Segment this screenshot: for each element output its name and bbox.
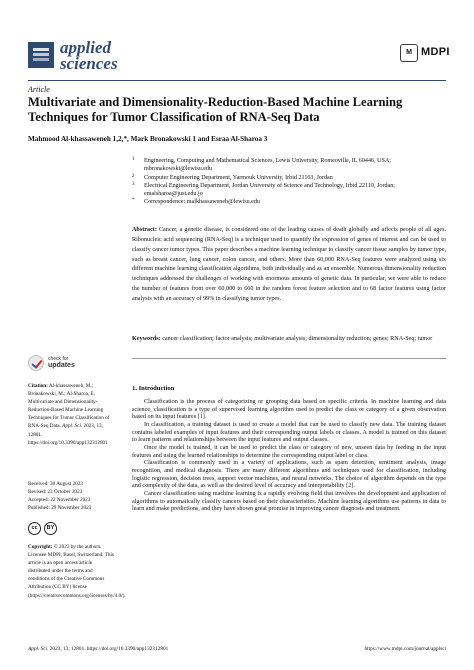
- revised-date: Revised: 23 October 2023: [28, 489, 83, 496]
- author-list: Mahmood Al-khassaweneh 1,2,*, Mark Bronakowski 1 and Esraa Al-Sharoa 3: [28, 135, 268, 143]
- check-updates-icon: [28, 355, 44, 371]
- citation-doi-link[interactable]: 12801. https://doi.org/10.3390/app132312801: [28, 431, 108, 446]
- affiliation-text: Electrical Engineering Department, Jordan University of Science and Technology, Irbid 22110, Jordan; emalsharoa@just.edu.jo: [144, 182, 395, 198]
- citation-year-volume: 2023, 13,: [83, 423, 103, 430]
- citation-label: Citation:: [28, 383, 48, 389]
- page-footer: [28, 646, 446, 652]
- citation-block: [28, 382, 114, 447]
- footer-citation: [28, 646, 168, 652]
- affiliation-number: *: [132, 198, 135, 204]
- footer-journal: Appl. Sci.: [28, 646, 49, 652]
- published-date: Published: 29 November 2023: [28, 505, 92, 512]
- affiliation-number: 2: [132, 173, 135, 179]
- affiliation-text: Engineering, Computing and Mathematical Sciences, Lewis University, Romeoville, IL 60446, USA; mbronakowski@lewisu.edu: [144, 158, 391, 173]
- paragraph: In classification, a training dataset is used to create a model that can be used to classify new data. The training dataset contains labeled examples of input features and their corresponding output labels or classes. A model is trained on this dataset to learn patterns and relationships between the input features and output classes.: [132, 421, 446, 444]
- article-type: Article: [28, 85, 50, 94]
- by-icon: BY: [44, 522, 57, 535]
- journal-name-line1: applied: [60, 38, 111, 57]
- abstract: [132, 226, 446, 305]
- affiliations: [132, 157, 442, 207]
- affiliation-number: 3: [132, 181, 135, 187]
- section-heading: 1. Introduction: [132, 385, 175, 392]
- check-for-updates-button[interactable]: [28, 354, 98, 374]
- mdpi-mark-icon: M: [400, 44, 418, 62]
- citation-text: Al-khassaweneh, M.; Bronakowski, M.; Al-Sharoa, E. Multivariate and Dimensionality-Reduction-Based Machine Learning Techniques for Tumor Classification of RNA-Seq Data.: [28, 383, 110, 430]
- footer-journal-url[interactable]: https://www.mdpi.com/journal/applsci: [364, 646, 446, 652]
- copyright-label: Copyright:: [28, 544, 53, 550]
- book-stack-icon: [28, 42, 54, 68]
- abstract-text: Cancer, a genetic disease, is considered one of the leading causes of death globally and affects people of all ages. Ribonucleic acid sequencing (RNA-Seq) is a technique used to quantify the expression of genes of interest and can be used to classify cancer tumor types. This paper describes a machine learning technique to classify cancer tissue samples by tumor type, such as breast cancer, lung cancer, colon cancer, and others. More than 60,000 RNA-Seq features were analyzed using six different machine learning classification algorithms, both individually and as an ensemble. Numerous dimensionality reduction techniques addressed the challenges of working with enormous amounts of genetic data. In particular, we were able to reduce the number of features from over 60,000 to 660 in the random forest feature selection and to 68 factor features using factor analysis with an accuracy of 99% in classifying tumor types.: [132, 227, 446, 302]
- footer-doi[interactable]: 2023, 13, 12801. https://doi.org/10.3390/app132312801: [49, 646, 169, 652]
- journal-logo: [28, 42, 54, 68]
- check-updates-line1: check for: [48, 356, 69, 362]
- journal-name: [60, 40, 118, 72]
- paragraph: Cancer classification using machine learning is a rapidly evolving field that involves the development and application of algorithms to automatically classify cancers based on their characteristics. Machine learning algorithms use patterns in data to learn and make predictions, and they have shown great promise in improving cancer diagnosis and treatment.: [132, 490, 446, 513]
- cc-icon: cc: [28, 522, 41, 535]
- keywords-text: cancer classification; factor analysis; multivariate analysis; dimensionality reduction; genes; RNA-Seq; tumor: [162, 336, 433, 342]
- copyright-text: © 2023 by the authors. Licensee MDPI, Basel, Switzerland. This article is an open access article distributed under the terms and conditions of the Creative Commons Attribution (CC BY) license (https://creativecommons.org/licenses/by/4.0/).: [28, 544, 126, 599]
- affiliation-item: [132, 198, 442, 206]
- header-divider: [28, 80, 446, 81]
- paragraph: Classification is commonly used in a variety of applications, such as spam detection, sentiment analysis, image recognition, and medical diagnosis. There are many different algorithms and techniques used for classification, including logistic regression, decision trees, support vector machines, and neural networks. The choice of algorithm depends on the type and complexity of the data, as well as the desired level of accuracy and interpretability [2].: [132, 460, 446, 490]
- body-text: [132, 399, 446, 514]
- citation-journal: Appl. Sci.: [62, 423, 83, 430]
- paper-title: Multivariate and Dimensionality-Reduction-Based Machine Learning Techniques for Tumor Classification of RNA-Seq Data: [28, 95, 403, 124]
- affiliation-item: [132, 182, 442, 199]
- affiliation-item: [132, 174, 442, 182]
- publisher-name: MDPI: [421, 46, 450, 58]
- paragraph: Once the model is trained, it can be used to predict the class or category of new, unseen data by feeding in the input features and using the learned relationships to determine the corresponding output label or class.: [132, 444, 446, 459]
- abstract-label: Abstract:: [132, 227, 157, 233]
- correspondence-text: Correspondence: malkhassaweneh@lewisu.edu: [144, 199, 260, 206]
- accepted-date: Accepted: 22 November 2023: [28, 497, 91, 504]
- cc-by-license-badge[interactable]: [28, 522, 62, 536]
- affiliation-number: 1: [132, 157, 135, 162]
- keywords: [132, 335, 446, 345]
- received-date: Received: 30 August 2023: [28, 481, 83, 487]
- paragraph: Classification is the process of categorizing or grouping data based on specific criteria. In machine learning and data science, classification is a type of supervised learning algorithm used to predict the class or category of a given observation based on its input features [1].: [132, 399, 446, 421]
- check-updates-line2: updates: [48, 362, 75, 369]
- affiliation-text: Computer Engineering Department, Yarmouk University, Irbid 21163, Jordan: [144, 174, 333, 181]
- keywords-label: Keywords:: [132, 336, 161, 342]
- publication-dates: [28, 480, 118, 512]
- publisher-logo[interactable]: [400, 44, 450, 62]
- affiliation-item: [132, 157, 442, 174]
- journal-name-line2: sciences: [60, 54, 118, 73]
- keywords-divider: [132, 358, 446, 359]
- copyright-block: [28, 543, 126, 600]
